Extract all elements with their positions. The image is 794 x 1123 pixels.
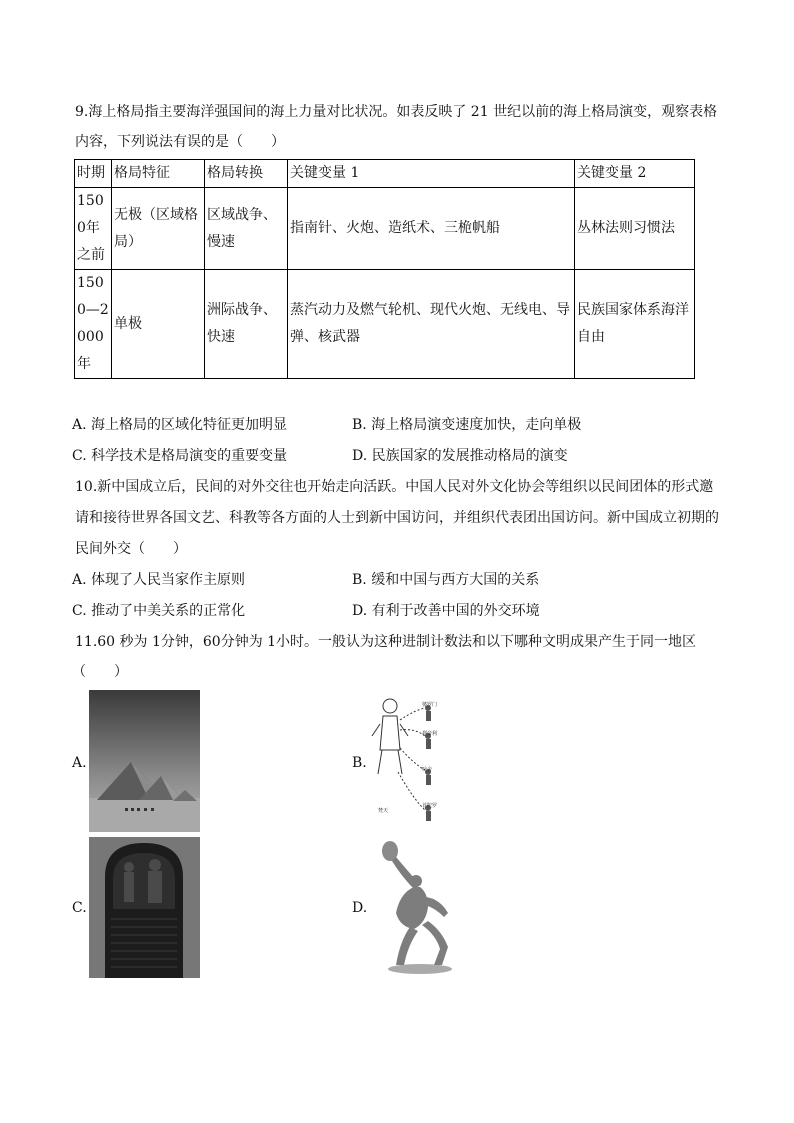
q10-option-c[interactable]: C. 推动了中美关系的正常化	[72, 603, 246, 619]
caste-label-kshatriya: 刹帝利	[422, 731, 438, 737]
q11-option-b-label[interactable]: B.	[352, 755, 367, 771]
stele-image[interactable]	[89, 837, 200, 978]
caste-label-vaishya: 吠舍	[422, 767, 433, 773]
table-cell: 丛林法则习惯法	[575, 188, 695, 270]
q9-option-a[interactable]: A. 海上格局的区域化特征更加明显	[72, 417, 288, 433]
table-cell: 蒸汽动力及燃气轮机、现代火炮、无线电、导弹、核武器	[288, 270, 575, 379]
q10-option-a[interactable]: A. 体现了人民当家作主原则	[72, 572, 246, 588]
q10-stem-line3: 民间外交（ ）	[75, 541, 187, 557]
table-cell: 洲际战争、快速	[205, 270, 288, 379]
table-cell: 单极	[112, 270, 205, 379]
table-header-row	[75, 160, 695, 188]
table-header-cell: 时期	[75, 160, 112, 188]
caste-label-shudra: 首陀罗	[422, 803, 438, 809]
discus-thrower-image[interactable]	[370, 837, 472, 978]
q9-option-d[interactable]: D. 民族国家的发展推动格局的演变	[352, 448, 568, 464]
table-header-cell: 关键变量 1	[288, 160, 575, 188]
table-cell: 1500年之前	[75, 188, 112, 270]
q11-stem-line2: （ ）	[72, 664, 128, 680]
table-cell: 区域战争、慢速	[205, 188, 288, 270]
table-row	[75, 270, 695, 379]
q9-table	[74, 159, 695, 379]
pyramids-image[interactable]	[89, 690, 200, 832]
q9-stem-line1: 9.海上格局指主要海洋强国间的海上力量对比状况。如表反映了 21 世纪以前的海上格局演变，观察表格	[75, 104, 718, 120]
q9-option-c[interactable]: C. 科学技术是格局演变的重要变量	[72, 448, 288, 464]
q11-option-d-label[interactable]: D.	[352, 900, 368, 916]
table-header-cell: 格局转换	[205, 160, 288, 188]
q9-stem-line2: 内容，下列说法有误的是（ ）	[75, 134, 285, 150]
q11-option-a-label[interactable]: A.	[72, 755, 87, 771]
table-header-cell: 关键变量 2	[575, 160, 695, 188]
q9-option-b[interactable]: B. 海上格局演变速度加快，走向单极	[352, 417, 582, 433]
table-row	[75, 188, 695, 270]
table-header-cell: 格局特征	[112, 160, 205, 188]
q10-option-b[interactable]: B. 缓和中国与西方大国的关系	[352, 572, 540, 588]
table-cell: 指南针、火炮、造纸术、三桅帆船	[288, 188, 575, 270]
caste-source-label: 梵天	[378, 808, 389, 814]
q10-stem-line1: 10.新中国成立后，民间的对外交往也开始走向活跃。中国人民对外文化协会等组织以民间团体的形式邀	[75, 479, 714, 495]
caste-diagram-image[interactable]	[370, 690, 442, 832]
table-cell: 1500—2000年	[75, 270, 112, 379]
q10-option-d[interactable]: D. 有利于改善中国的外交环境	[352, 603, 540, 619]
table-cell: 民族国家体系海洋自由	[575, 270, 695, 379]
q11-option-c-label[interactable]: C.	[72, 900, 87, 916]
table-cell: 无极（区域格局）	[112, 188, 205, 270]
q10-stem-line2: 请和接待世界各国文艺、科教等各方面的人士到新中国访问，并组织代表团出国访问。新中国成立初期的	[75, 510, 719, 526]
q11-stem-line1: 11.60 秒为 1分钟，60分钟为 1小时。一般认为这种进制计数法和以下哪种文明成果产生于同一地区	[75, 634, 697, 650]
caste-label-brahmin: 婆罗门	[422, 702, 438, 708]
